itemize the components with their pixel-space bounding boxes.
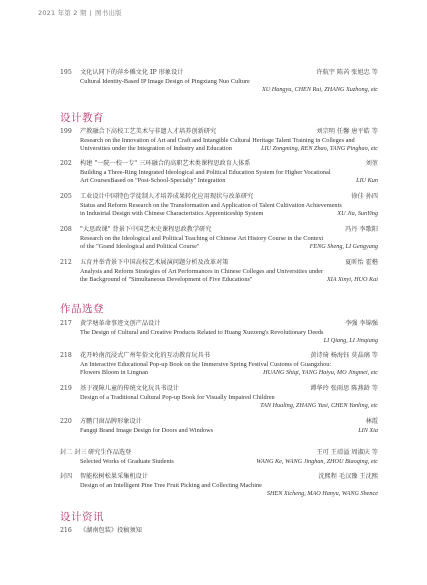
page-number: 199	[60, 128, 72, 135]
authors-zh: 徐佳 孙四	[351, 193, 378, 200]
authors-en: FENG Sheng, LI Gengyang	[309, 243, 378, 251]
toc-entry[interactable]	[60, 160, 378, 186]
title-zh: 产教融合下高校工艺美术与非遗人才培养创新研究	[80, 128, 217, 135]
page-number: 219	[60, 385, 72, 392]
title-en: Design of an Intelligent Pine Tree Fruit Picking and Collecting Machine	[80, 481, 262, 489]
title-en-cont: Universities under the Integration of Industry and Education	[80, 145, 232, 153]
authors-en: XIA Xinyi, HUO Kai	[326, 276, 378, 284]
title-en: Design of a Traditional Cultural Pop-up Book for Visually Impaired Children	[80, 393, 275, 401]
authors-en: XU Jia, SunYing	[337, 210, 378, 218]
title-en: Building a Three-Ring Integrated Ideological and Political Education System for Higher Vocational	[80, 168, 331, 176]
page-number: 220	[60, 418, 72, 425]
title-zh: 工业设计中国特色学徒制人才培养成果转化应用现状与改革研究	[80, 193, 254, 200]
authors-en: SHEN Xicheng, MAO Hanyu, WANG Shence	[266, 490, 378, 498]
title-en: Fangqi Brand Image Design for Doors and Windows	[80, 426, 214, 434]
toc-entry[interactable]	[60, 473, 378, 499]
section-title-works: 作品选登	[60, 303, 104, 315]
page-number: 212	[60, 259, 72, 266]
authors-en: LIN Xia	[358, 426, 378, 434]
toc-entry[interactable]	[60, 527, 378, 536]
authors-zh: 许航宇 陈芮 张旭忠 等	[316, 69, 378, 76]
title-zh: 花开岭南沉浸式广州年俗文化的互动教育玩具书	[80, 352, 210, 359]
page-number: 封四	[60, 473, 73, 480]
page-number: 208	[60, 226, 72, 233]
authors-en: XU Hangyu, CHEN Rui, ZHANG Xuzhong, etc	[261, 86, 378, 94]
toc-entry[interactable]	[60, 352, 378, 378]
authors-zh: 冯丹 李歌阳	[345, 226, 378, 233]
title-en: Status and Reform Research on the Transformation and Application of Talent Cultivation Achievements	[80, 201, 342, 209]
authors-zh: 夏昕怡 霍楷	[345, 259, 378, 266]
title-en: Cultural Identity-Based IP Image Design of Pingxiang Nuo Culture	[80, 77, 250, 85]
title-zh: 方鹏门窗品牌形象设计	[80, 418, 142, 425]
toc-entry[interactable]	[60, 259, 378, 285]
toc-entry[interactable]	[60, 193, 378, 219]
authors-zh: 王可 王靖溢 周淑庆 等	[316, 449, 378, 456]
authors-zh: 林霞	[365, 418, 378, 425]
section-title-design-education: 设计教育	[60, 112, 104, 124]
title-zh: 构建 "一院一校一专" 三环融合的高职艺术类课程思政育人体系	[80, 160, 251, 167]
page-number: 205	[60, 193, 72, 200]
separator: |	[89, 9, 92, 17]
toc-entry[interactable]	[60, 418, 378, 435]
title-en: An Interactive Educational Pop-up Book on the Immersive Spring Festival Customs of Guangzhou:	[80, 360, 332, 368]
title-en-cont: Art CoursesBased on "Post-School-Specialty" Integration	[80, 177, 226, 185]
authors-zh: 李强 李锦强	[345, 320, 378, 327]
running-header	[38, 8, 122, 17]
section-title-info: 设计资讯	[60, 511, 104, 523]
title-en: Selected Works of Graduate Students	[80, 457, 174, 465]
title-zh: "大思政课" 背景下中国艺术史课程思政教学研究	[80, 226, 212, 233]
authors-zh: 黄诗琦 杨海钰 莫晶璃 等	[310, 352, 378, 359]
authors-zh: 谭华玲 张雨思 陈燕龄 等	[310, 385, 378, 392]
page-number: 202	[60, 160, 72, 167]
authors-zh: 沈熙程 毛汉豫 王沈熙	[318, 473, 378, 480]
title-zh: 《湖南包装》投稿须知	[80, 527, 142, 534]
title-en: Research on the Ideological and Political Teaching of Chinese Art History Course in the Context	[80, 234, 324, 242]
title-zh: 研究生作品选登	[88, 449, 132, 456]
authors-zh: 刘堃	[365, 160, 378, 167]
title-en-cont: Flowers Bloom in Lingnan	[80, 369, 149, 377]
toc-entry[interactable]	[60, 320, 378, 346]
title-en: The Design of Cultural and Creative Products Related to Huang Xuezeng's Revolutionary Deeds	[80, 328, 324, 336]
page-number: 217	[60, 320, 72, 327]
journal-name: 图书出版	[94, 9, 122, 17]
title-zh: 智能松树松果采集机设计	[80, 473, 149, 480]
page-number: 218	[60, 352, 72, 359]
authors-en: LI Qiang, LI Jinqiang	[323, 337, 378, 345]
toc-entry[interactable]	[60, 128, 378, 154]
title-en-cont: the Background of "Simultaneous Development of Five Educations"	[80, 276, 253, 284]
title-en-cont: in Industrial Design with Chinese Characteristics Apprenticeship System	[80, 210, 264, 218]
toc-entry[interactable]	[60, 385, 378, 411]
page-number: 195	[60, 69, 72, 76]
authors-en: LIU Kun	[356, 177, 378, 185]
title-zh: 黄学塘革命事迹文创产品设计	[80, 320, 161, 327]
toc-entry[interactable]	[60, 69, 378, 95]
title-en-cont: of the "Grand Ideological and Political Course"	[80, 243, 200, 251]
authors-en: HUANG Shiqi, YANG Haiyu, MO Jingmei, etc	[263, 369, 378, 377]
title-zh: 文化认同下的萍乡傩文化 IP 形象设计	[80, 69, 184, 76]
authors-en: WANG Ke, WANG Jinghan, ZHOU Biaoqing, etc	[256, 457, 378, 465]
page-number: 216	[60, 527, 72, 534]
title-en: Analysis and Reform Strategies of Art Performances in Chinese Colleges and Universities under	[80, 267, 324, 275]
title-zh: 五育并举背景下中国高校艺术展演问题分析及改革对策	[80, 259, 229, 266]
toc-entry[interactable]	[60, 226, 378, 252]
toc-entry[interactable]	[60, 449, 378, 466]
authors-en: LIU Zongming, REN Zhao, TANG Pinghao, etc	[261, 145, 378, 153]
authors-en: TAN Hualing, ZHANG Yusi, CHEN Yanling, etc	[260, 402, 378, 410]
title-zh: 基于视障儿童的传统文化玩具书设计	[80, 385, 179, 392]
title-en: Research on the Innovation of Art and Craft and Intangible Cultural Heritage Talent Training in Colleges and	[80, 136, 355, 144]
page-number: 封二 封三	[60, 449, 87, 456]
authors-zh: 刘宗明 任馨 唐平皓 等	[316, 128, 378, 135]
issue-label: 2021 年第 2 期	[38, 9, 87, 17]
